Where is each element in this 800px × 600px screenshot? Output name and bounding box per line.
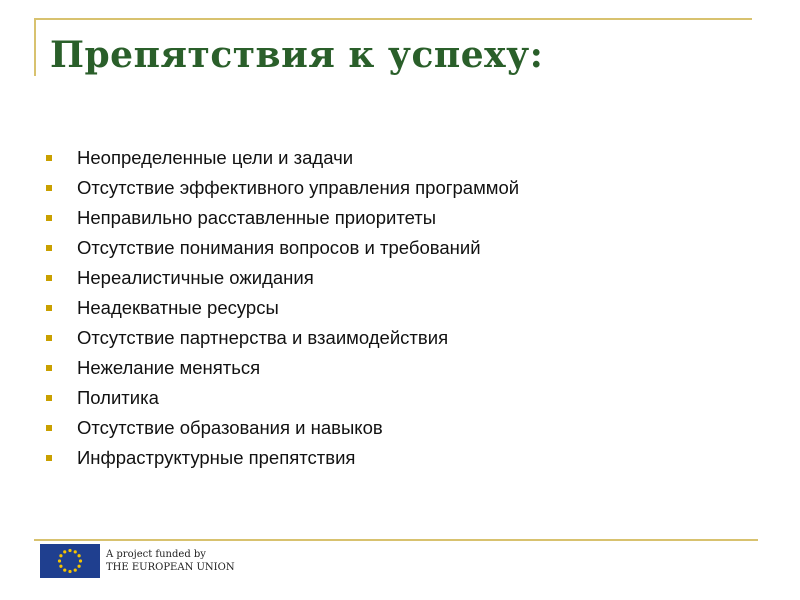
bullet-text: Отсутствие образования и навыков [77, 417, 383, 438]
bullet-text: Неадекватные ресурсы [77, 297, 279, 318]
bullet-text: Отсутствие понимания вопросов и требований [77, 237, 481, 258]
eu-flag-icon [40, 544, 100, 578]
square-bullet-icon [46, 215, 52, 221]
bullet-text: Политика [77, 387, 159, 408]
list-item [46, 233, 519, 263]
square-bullet-icon [46, 245, 52, 251]
list-item [46, 263, 519, 293]
funding-notice [104, 547, 237, 575]
eu-star-icon [63, 568, 66, 571]
bullet-text: Нереалистичные ожидания [77, 267, 314, 288]
funding-line: THE EUROPEAN UNION [106, 562, 235, 573]
eu-star-icon [63, 550, 66, 553]
eu-star-icon [58, 559, 61, 562]
list-item [46, 203, 519, 233]
list-item [46, 413, 519, 443]
eu-star-icon [74, 568, 77, 571]
bullet-text: Неправильно расставленные приоритеты [77, 207, 437, 228]
list-item [46, 443, 519, 473]
slide-title: Препятствия к успеху: [50, 34, 544, 76]
eu-star-icon [77, 565, 80, 568]
square-bullet-icon [46, 425, 52, 431]
eu-star-icon [59, 565, 62, 568]
eu-star-icon [79, 559, 82, 562]
bullet-text: Отсутствие эффективного управления программой [77, 177, 520, 198]
square-bullet-icon [46, 395, 52, 401]
square-bullet-icon [46, 365, 52, 371]
top-divider [34, 18, 752, 20]
bullet-text: Нежелание меняться [77, 357, 261, 378]
bullet-list [46, 143, 519, 473]
square-bullet-icon [46, 455, 52, 461]
list-item [46, 323, 519, 353]
eu-star-icon [59, 554, 62, 557]
eu-star-icon [77, 554, 80, 557]
bullet-text: Неопределенные цели и задачи [77, 147, 354, 168]
list-item [46, 383, 519, 413]
list-item [46, 173, 519, 203]
bullet-text: Отсутствие партнерства и взаимодействия [77, 327, 449, 348]
square-bullet-icon [46, 185, 52, 191]
square-bullet-icon [46, 155, 52, 161]
square-bullet-icon [46, 275, 52, 281]
bullet-text: Инфраструктурные препятствия [77, 447, 356, 468]
bottom-divider [34, 539, 758, 541]
square-bullet-icon [46, 305, 52, 311]
funding-line: A project funded by [106, 549, 206, 560]
eu-star-icon [74, 550, 77, 553]
list-item [46, 353, 519, 383]
left-divider [34, 18, 36, 76]
eu-star-icon [68, 570, 71, 573]
square-bullet-icon [46, 335, 52, 341]
eu-star-icon [68, 549, 71, 552]
list-item [46, 143, 519, 173]
list-item [46, 293, 519, 323]
